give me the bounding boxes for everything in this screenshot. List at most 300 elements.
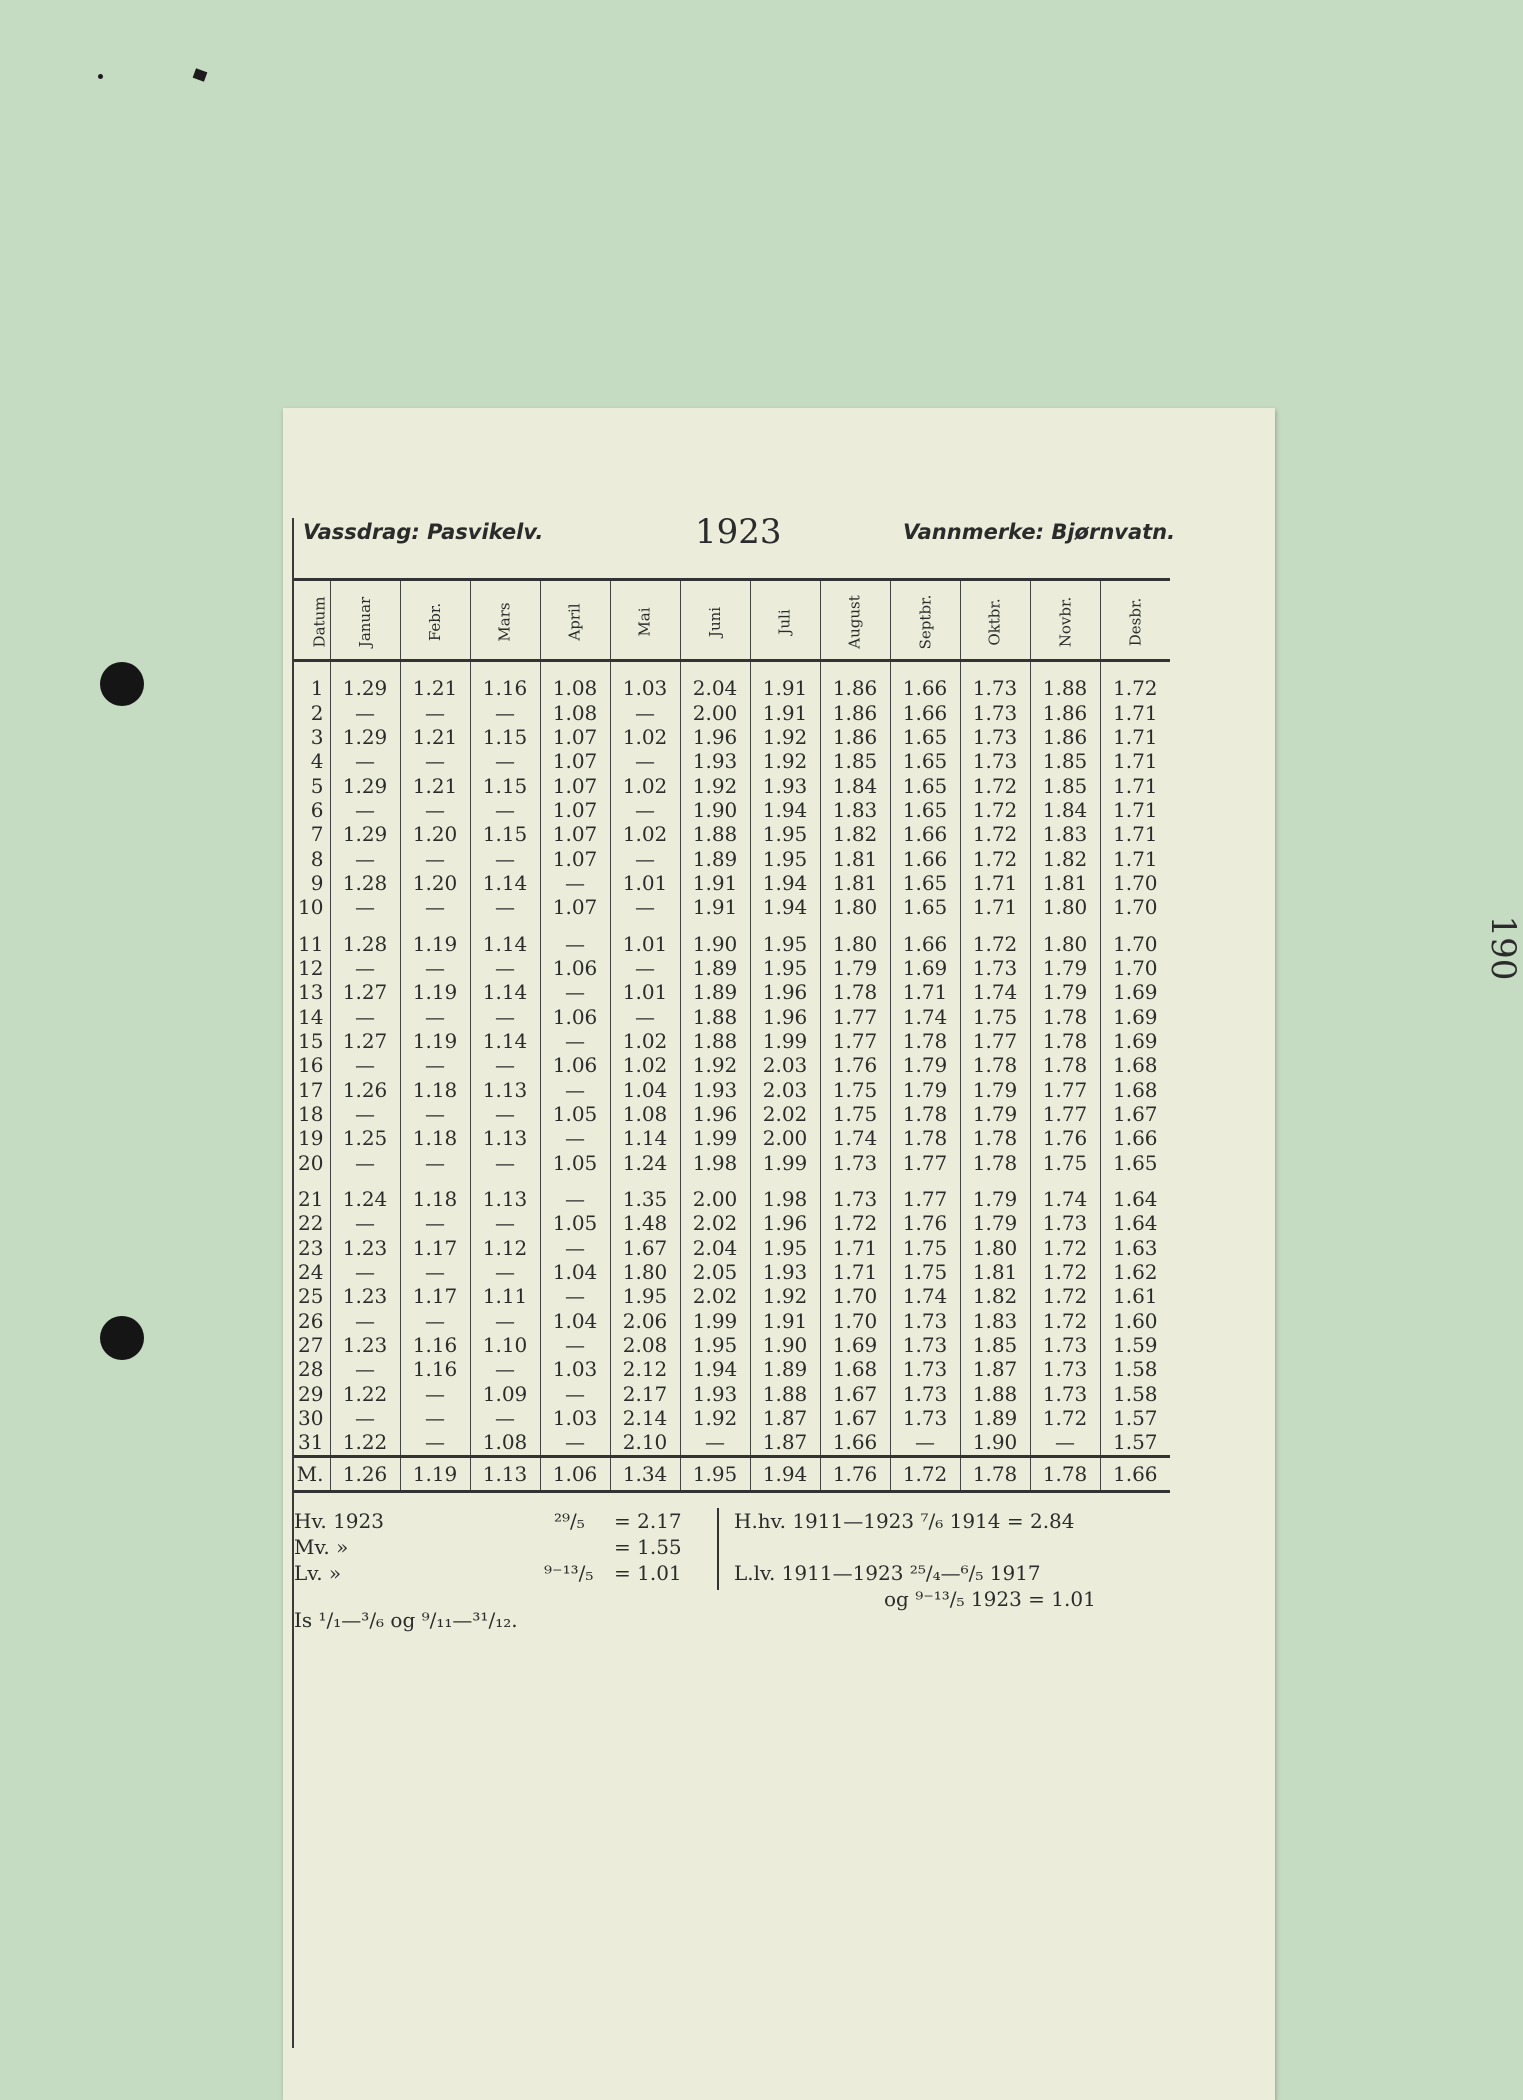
value-cell: 1.07 bbox=[540, 846, 610, 870]
table-row bbox=[294, 1029, 1170, 1053]
value-cell: — bbox=[470, 1004, 540, 1028]
value-cell: 1.73 bbox=[960, 661, 1030, 701]
column-header-label: Januar bbox=[355, 596, 374, 648]
table-row bbox=[294, 1126, 1170, 1150]
value-cell: 1.27 bbox=[330, 980, 400, 1004]
value-cell: 1.08 bbox=[470, 1430, 540, 1456]
date-cell: 6 bbox=[310, 797, 324, 822]
date-cell: 4 bbox=[310, 749, 324, 774]
value-cell: 1.71 bbox=[1100, 822, 1170, 846]
value-cell: 1.59 bbox=[1100, 1333, 1170, 1357]
table-row bbox=[294, 1260, 1170, 1284]
value-cell: — bbox=[540, 1430, 610, 1456]
table-row bbox=[294, 749, 1170, 773]
value-cell: 1.06 bbox=[540, 1004, 610, 1028]
value-cell: 1.79 bbox=[960, 1102, 1030, 1126]
value-cell: 1.66 bbox=[890, 700, 960, 724]
page-number: 190 bbox=[1483, 915, 1523, 981]
date-cell: 7 bbox=[310, 822, 324, 847]
value-cell: 1.15 bbox=[470, 822, 540, 846]
value-cell: 1.75 bbox=[960, 1004, 1030, 1028]
value-cell: 1.74 bbox=[890, 1004, 960, 1028]
value-cell: 1.71 bbox=[820, 1236, 890, 1260]
value-cell: 2.03 bbox=[750, 1053, 820, 1077]
value-cell: 1.48 bbox=[610, 1211, 680, 1235]
table-row bbox=[294, 1004, 1170, 1028]
punch-hole-bottom bbox=[100, 1316, 144, 1360]
value-cell: 1.88 bbox=[960, 1382, 1030, 1406]
lv-row bbox=[294, 1560, 717, 1586]
table-row bbox=[294, 871, 1170, 895]
table-row bbox=[294, 725, 1170, 749]
value-cell: 1.78 bbox=[1030, 1053, 1100, 1077]
value-cell: 1.95 bbox=[680, 1333, 750, 1357]
value-cell: 1.14 bbox=[470, 1029, 540, 1053]
value-cell: — bbox=[470, 798, 540, 822]
value-cell: — bbox=[330, 1102, 400, 1126]
value-cell: 1.93 bbox=[750, 1260, 820, 1284]
value-cell: — bbox=[400, 1382, 470, 1406]
value-cell: — bbox=[400, 956, 470, 980]
value-cell: — bbox=[540, 980, 610, 1004]
value-cell: 1.70 bbox=[1100, 919, 1170, 955]
column-header bbox=[1100, 580, 1170, 661]
table-row bbox=[294, 798, 1170, 822]
value-cell: 1.04 bbox=[540, 1260, 610, 1284]
value-cell: 1.72 bbox=[820, 1211, 890, 1235]
value-cell: 1.96 bbox=[750, 1211, 820, 1235]
value-cell: 1.71 bbox=[1100, 846, 1170, 870]
value-cell: 1.10 bbox=[470, 1333, 540, 1357]
table-row bbox=[294, 661, 1170, 701]
value-cell: 1.72 bbox=[960, 798, 1030, 822]
table-row bbox=[294, 1236, 1170, 1260]
value-cell: 2.02 bbox=[750, 1102, 820, 1126]
value-cell: — bbox=[400, 846, 470, 870]
value-cell: 1.13 bbox=[470, 1126, 540, 1150]
value-cell: 1.06 bbox=[540, 1053, 610, 1077]
mv-value: = 1.55 bbox=[614, 1535, 682, 1559]
value-cell: 1.85 bbox=[1030, 749, 1100, 773]
value-cell: 1.27 bbox=[330, 1029, 400, 1053]
value-cell: 1.74 bbox=[890, 1284, 960, 1308]
hv-label: Hv. 1923 bbox=[294, 1509, 384, 1533]
value-cell: — bbox=[470, 1151, 540, 1175]
value-cell: 1.72 bbox=[960, 919, 1030, 955]
value-cell: 1.87 bbox=[960, 1357, 1030, 1381]
value-cell: 1.78 bbox=[890, 1102, 960, 1126]
value-cell: 1.79 bbox=[960, 1211, 1030, 1235]
value-cell: 1.81 bbox=[1030, 871, 1100, 895]
value-cell: 1.35 bbox=[610, 1175, 680, 1211]
value-cell: 1.86 bbox=[820, 700, 890, 724]
value-cell: 1.19 bbox=[400, 1029, 470, 1053]
date-cell: 23 bbox=[298, 1235, 324, 1260]
value-cell: 1.72 bbox=[1100, 661, 1170, 701]
value-cell: 1.72 bbox=[960, 822, 1030, 846]
value-cell: 1.72 bbox=[1030, 1309, 1100, 1333]
value-cell: 1.83 bbox=[1030, 822, 1100, 846]
value-cell: 1.57 bbox=[1100, 1430, 1170, 1456]
value-cell: 1.21 bbox=[400, 661, 470, 701]
date-cell: 19 bbox=[298, 1126, 324, 1151]
value-cell: 1.08 bbox=[540, 700, 610, 724]
value-cell: 1.18 bbox=[400, 1126, 470, 1150]
value-cell: 1.96 bbox=[680, 725, 750, 749]
table-row bbox=[294, 1333, 1170, 1357]
value-cell: 1.72 bbox=[960, 773, 1030, 797]
column-header-label: Novbr. bbox=[1056, 596, 1074, 648]
value-cell: 1.65 bbox=[1100, 1151, 1170, 1175]
value-cell: 1.88 bbox=[750, 1382, 820, 1406]
value-cell: — bbox=[330, 956, 400, 980]
column-header-label: Mai bbox=[635, 607, 654, 637]
value-cell: 1.86 bbox=[820, 725, 890, 749]
table-row bbox=[294, 1284, 1170, 1308]
value-cell: 1.08 bbox=[610, 1102, 680, 1126]
value-cell: — bbox=[540, 1029, 610, 1053]
value-cell: — bbox=[330, 1151, 400, 1175]
value-cell: 1.90 bbox=[680, 798, 750, 822]
value-cell: 1.66 bbox=[890, 846, 960, 870]
value-cell: 1.76 bbox=[1030, 1126, 1100, 1150]
lv-value: = 1.01 bbox=[614, 1561, 682, 1585]
value-cell: — bbox=[470, 1357, 540, 1381]
mean-cell: 1.13 bbox=[470, 1456, 540, 1491]
value-cell: 1.86 bbox=[1030, 700, 1100, 724]
column-header-label: Desbr. bbox=[1126, 597, 1145, 647]
value-cell: 1.80 bbox=[820, 895, 890, 919]
value-cell: 1.82 bbox=[820, 822, 890, 846]
value-cell: 1.84 bbox=[1030, 798, 1100, 822]
value-cell: — bbox=[330, 895, 400, 919]
value-cell: 1.99 bbox=[680, 1309, 750, 1333]
value-cell: 1.73 bbox=[1030, 1382, 1100, 1406]
date-cell: 11 bbox=[298, 931, 324, 956]
header-river: Vassdrag: Pasvikelv. bbox=[303, 520, 544, 544]
date-cell: 29 bbox=[298, 1381, 324, 1406]
value-cell: 1.75 bbox=[890, 1236, 960, 1260]
value-cell: 1.75 bbox=[820, 1078, 890, 1102]
value-cell: — bbox=[400, 700, 470, 724]
value-cell: — bbox=[610, 700, 680, 724]
value-cell: 1.78 bbox=[960, 1126, 1030, 1150]
value-cell: 1.01 bbox=[610, 871, 680, 895]
column-header bbox=[330, 580, 400, 661]
column-header bbox=[960, 580, 1030, 661]
value-cell: 1.73 bbox=[960, 700, 1030, 724]
value-cell: — bbox=[540, 1126, 610, 1150]
date-cell: 22 bbox=[298, 1211, 324, 1236]
mean-cell: 1.78 bbox=[1030, 1456, 1100, 1491]
data-card bbox=[283, 408, 1523, 2100]
value-cell: 1.83 bbox=[820, 798, 890, 822]
date-cell: 13 bbox=[298, 980, 324, 1005]
lv-date: ⁹⁻¹³/₅ bbox=[544, 1561, 594, 1585]
value-cell: 1.91 bbox=[750, 661, 820, 701]
value-cell: 1.79 bbox=[1030, 980, 1100, 1004]
value-cell: 1.70 bbox=[1100, 895, 1170, 919]
hhv-row: H.hv. 1911—1923 ⁷/₆ 1914 = 2.84 bbox=[734, 1509, 1075, 1533]
summary-left bbox=[294, 1508, 717, 1586]
value-cell: — bbox=[470, 700, 540, 724]
value-cell: 1.64 bbox=[1100, 1211, 1170, 1235]
value-cell: — bbox=[400, 1004, 470, 1028]
water-level-table bbox=[294, 578, 1170, 1493]
value-cell: 1.67 bbox=[1100, 1102, 1170, 1126]
value-cell: 1.73 bbox=[1030, 1211, 1100, 1235]
date-cell: 18 bbox=[298, 1102, 324, 1127]
date-cell: 17 bbox=[298, 1077, 324, 1102]
value-cell: 1.78 bbox=[890, 1126, 960, 1150]
value-cell: — bbox=[470, 1406, 540, 1430]
date-cell: 25 bbox=[298, 1284, 324, 1309]
table-row bbox=[294, 1102, 1170, 1126]
value-cell: 1.29 bbox=[330, 725, 400, 749]
table-row bbox=[294, 1175, 1170, 1211]
value-cell: 1.73 bbox=[890, 1406, 960, 1430]
value-cell: — bbox=[400, 1102, 470, 1126]
value-cell: — bbox=[680, 1430, 750, 1456]
value-cell: 1.94 bbox=[750, 895, 820, 919]
value-cell: 1.77 bbox=[820, 1029, 890, 1053]
column-header-label: Oktbr. bbox=[986, 598, 1004, 646]
value-cell: 1.14 bbox=[470, 919, 540, 955]
value-cell: 1.07 bbox=[540, 798, 610, 822]
value-cell: 1.73 bbox=[1030, 1357, 1100, 1381]
value-cell: — bbox=[400, 1260, 470, 1284]
value-cell: 1.86 bbox=[820, 661, 890, 701]
value-cell: 1.58 bbox=[1100, 1382, 1170, 1406]
value-cell: — bbox=[470, 1102, 540, 1126]
value-cell: 1.77 bbox=[890, 1151, 960, 1175]
value-cell: 1.96 bbox=[680, 1102, 750, 1126]
value-cell: 1.77 bbox=[890, 1175, 960, 1211]
value-cell: — bbox=[400, 1430, 470, 1456]
value-cell: 1.12 bbox=[470, 1236, 540, 1260]
mean-cell: 1.78 bbox=[960, 1456, 1030, 1491]
value-cell: 1.66 bbox=[890, 661, 960, 701]
value-cell: 1.81 bbox=[960, 1260, 1030, 1284]
summary-right bbox=[734, 1508, 1164, 1612]
value-cell: 1.93 bbox=[680, 1382, 750, 1406]
value-cell: 1.58 bbox=[1100, 1357, 1170, 1381]
value-cell: 1.65 bbox=[890, 871, 960, 895]
llv-row-1: L.lv. 1911—1923 ²⁵/₄—⁶/₅ 1917 bbox=[734, 1561, 1041, 1585]
value-cell: 1.93 bbox=[680, 749, 750, 773]
value-cell: 1.79 bbox=[960, 1175, 1030, 1211]
llv-row-2: og ⁹⁻¹³/₅ 1923 = 1.01 bbox=[884, 1587, 1096, 1611]
column-header bbox=[890, 580, 960, 661]
value-cell: 1.85 bbox=[820, 749, 890, 773]
value-cell: 1.25 bbox=[330, 1126, 400, 1150]
value-cell: 1.66 bbox=[1100, 1126, 1170, 1150]
value-cell: 1.75 bbox=[890, 1260, 960, 1284]
value-cell: 2.04 bbox=[680, 661, 750, 701]
value-cell: 1.73 bbox=[890, 1357, 960, 1381]
value-cell: 1.92 bbox=[680, 1406, 750, 1430]
value-cell: 1.01 bbox=[610, 919, 680, 955]
value-cell: 1.95 bbox=[610, 1284, 680, 1308]
value-cell: 1.77 bbox=[1030, 1102, 1100, 1126]
date-cell: 9 bbox=[310, 870, 324, 895]
value-cell: 1.22 bbox=[330, 1430, 400, 1456]
value-cell: 1.75 bbox=[1030, 1151, 1100, 1175]
value-cell: 1.74 bbox=[960, 980, 1030, 1004]
value-cell: 1.16 bbox=[470, 661, 540, 701]
value-cell: 1.82 bbox=[1030, 846, 1100, 870]
date-cell: 31 bbox=[298, 1430, 324, 1455]
value-cell: 1.89 bbox=[960, 1406, 1030, 1430]
hv-date: ²⁹/₅ bbox=[554, 1509, 585, 1533]
value-cell: — bbox=[400, 895, 470, 919]
column-header-label: Mars bbox=[495, 602, 514, 642]
value-cell: 1.04 bbox=[540, 1309, 610, 1333]
value-cell: 1.70 bbox=[820, 1309, 890, 1333]
value-cell: 1.94 bbox=[750, 871, 820, 895]
value-cell: 1.05 bbox=[540, 1211, 610, 1235]
value-cell: — bbox=[330, 749, 400, 773]
value-cell: — bbox=[540, 1333, 610, 1357]
value-cell: 1.80 bbox=[820, 919, 890, 955]
value-cell: 1.94 bbox=[750, 798, 820, 822]
value-cell: — bbox=[470, 1211, 540, 1235]
value-cell: 1.21 bbox=[400, 773, 470, 797]
value-cell: 1.21 bbox=[400, 725, 470, 749]
value-cell: 1.93 bbox=[680, 1078, 750, 1102]
value-cell: — bbox=[400, 1406, 470, 1430]
value-cell: 1.26 bbox=[330, 1078, 400, 1102]
column-header-label: Febr. bbox=[425, 602, 444, 642]
value-cell: — bbox=[400, 798, 470, 822]
value-cell: 1.01 bbox=[610, 980, 680, 1004]
column-header bbox=[610, 580, 680, 661]
date-cell: 15 bbox=[298, 1028, 324, 1053]
value-cell: 1.71 bbox=[960, 871, 1030, 895]
value-cell: — bbox=[470, 1309, 540, 1333]
value-cell: 1.78 bbox=[1030, 1029, 1100, 1053]
value-cell: — bbox=[610, 846, 680, 870]
value-cell: 1.66 bbox=[820, 1430, 890, 1456]
column-header-label: Juni bbox=[705, 606, 724, 638]
mean-label: M. bbox=[294, 1456, 330, 1491]
hv-row bbox=[294, 1508, 717, 1534]
value-cell: — bbox=[540, 1175, 610, 1211]
value-cell: 2.14 bbox=[610, 1406, 680, 1430]
value-cell: 1.70 bbox=[1100, 956, 1170, 980]
value-cell: — bbox=[400, 1309, 470, 1333]
value-cell: 1.17 bbox=[400, 1236, 470, 1260]
value-cell: 1.92 bbox=[750, 1284, 820, 1308]
mv-label: Mv. » bbox=[294, 1535, 349, 1559]
value-cell: 2.05 bbox=[680, 1260, 750, 1284]
mean-cell: 1.95 bbox=[680, 1456, 750, 1491]
value-cell: — bbox=[540, 919, 610, 955]
value-cell: 1.90 bbox=[960, 1430, 1030, 1456]
value-cell: 1.07 bbox=[540, 749, 610, 773]
value-cell: 1.07 bbox=[540, 773, 610, 797]
value-cell: 1.73 bbox=[890, 1333, 960, 1357]
value-cell: 1.05 bbox=[540, 1102, 610, 1126]
value-cell: 1.70 bbox=[820, 1284, 890, 1308]
value-cell: 1.71 bbox=[890, 980, 960, 1004]
value-cell: 1.02 bbox=[610, 725, 680, 749]
value-cell: 1.03 bbox=[610, 661, 680, 701]
value-cell: 1.91 bbox=[680, 871, 750, 895]
value-cell: 1.73 bbox=[960, 956, 1030, 980]
value-cell: 1.03 bbox=[540, 1406, 610, 1430]
value-cell: 1.78 bbox=[1030, 1004, 1100, 1028]
value-cell: 1.66 bbox=[890, 822, 960, 846]
value-cell: 1.73 bbox=[960, 749, 1030, 773]
value-cell: 1.98 bbox=[750, 1175, 820, 1211]
hv-value: = 2.17 bbox=[614, 1509, 682, 1533]
value-cell: — bbox=[540, 871, 610, 895]
value-cell: 1.15 bbox=[470, 773, 540, 797]
value-cell: 1.79 bbox=[890, 1053, 960, 1077]
date-cell: 12 bbox=[298, 955, 324, 980]
column-header bbox=[294, 580, 330, 661]
value-cell: — bbox=[400, 749, 470, 773]
value-cell: 1.91 bbox=[750, 1309, 820, 1333]
value-cell: 1.72 bbox=[1030, 1260, 1100, 1284]
value-cell: 1.74 bbox=[820, 1126, 890, 1150]
value-cell: 1.23 bbox=[330, 1284, 400, 1308]
date-cell: 2 bbox=[310, 700, 324, 725]
value-cell: 1.06 bbox=[540, 956, 610, 980]
value-cell: 1.73 bbox=[1030, 1333, 1100, 1357]
value-cell: 1.65 bbox=[890, 773, 960, 797]
value-cell: 1.77 bbox=[1030, 1078, 1100, 1102]
column-header-label: Septbr. bbox=[916, 594, 934, 650]
date-cell: 20 bbox=[298, 1150, 324, 1175]
value-cell: 1.69 bbox=[890, 956, 960, 980]
date-cell: 14 bbox=[298, 1004, 324, 1029]
value-cell: — bbox=[610, 749, 680, 773]
table-row bbox=[294, 1151, 1170, 1175]
value-cell: 1.92 bbox=[680, 1053, 750, 1077]
value-cell: 1.99 bbox=[750, 1029, 820, 1053]
value-cell: 1.95 bbox=[750, 919, 820, 955]
lv-label: Lv. » bbox=[294, 1561, 342, 1585]
value-cell: 1.95 bbox=[750, 1236, 820, 1260]
value-cell: 1.83 bbox=[960, 1309, 1030, 1333]
value-cell: — bbox=[470, 846, 540, 870]
table-row bbox=[294, 822, 1170, 846]
value-cell: 1.29 bbox=[330, 822, 400, 846]
value-cell: 1.04 bbox=[610, 1078, 680, 1102]
value-cell: 1.91 bbox=[750, 700, 820, 724]
value-cell: 2.17 bbox=[610, 1382, 680, 1406]
value-cell: 1.92 bbox=[750, 749, 820, 773]
value-cell: 1.95 bbox=[750, 822, 820, 846]
mean-cell: 1.26 bbox=[330, 1456, 400, 1491]
value-cell: 1.86 bbox=[1030, 725, 1100, 749]
value-cell: 1.07 bbox=[540, 725, 610, 749]
date-cell: 28 bbox=[298, 1357, 324, 1382]
value-cell: 1.71 bbox=[1100, 773, 1170, 797]
date-cell: 24 bbox=[298, 1260, 324, 1285]
value-cell: 2.10 bbox=[610, 1430, 680, 1456]
value-cell: 1.89 bbox=[750, 1357, 820, 1381]
value-cell: 1.96 bbox=[750, 1004, 820, 1028]
value-cell: 1.94 bbox=[680, 1357, 750, 1381]
value-cell: 1.80 bbox=[1030, 919, 1100, 955]
value-cell: 1.88 bbox=[680, 822, 750, 846]
value-cell: 1.87 bbox=[750, 1430, 820, 1456]
date-cell: 1 bbox=[310, 676, 324, 701]
value-cell: 1.73 bbox=[890, 1309, 960, 1333]
